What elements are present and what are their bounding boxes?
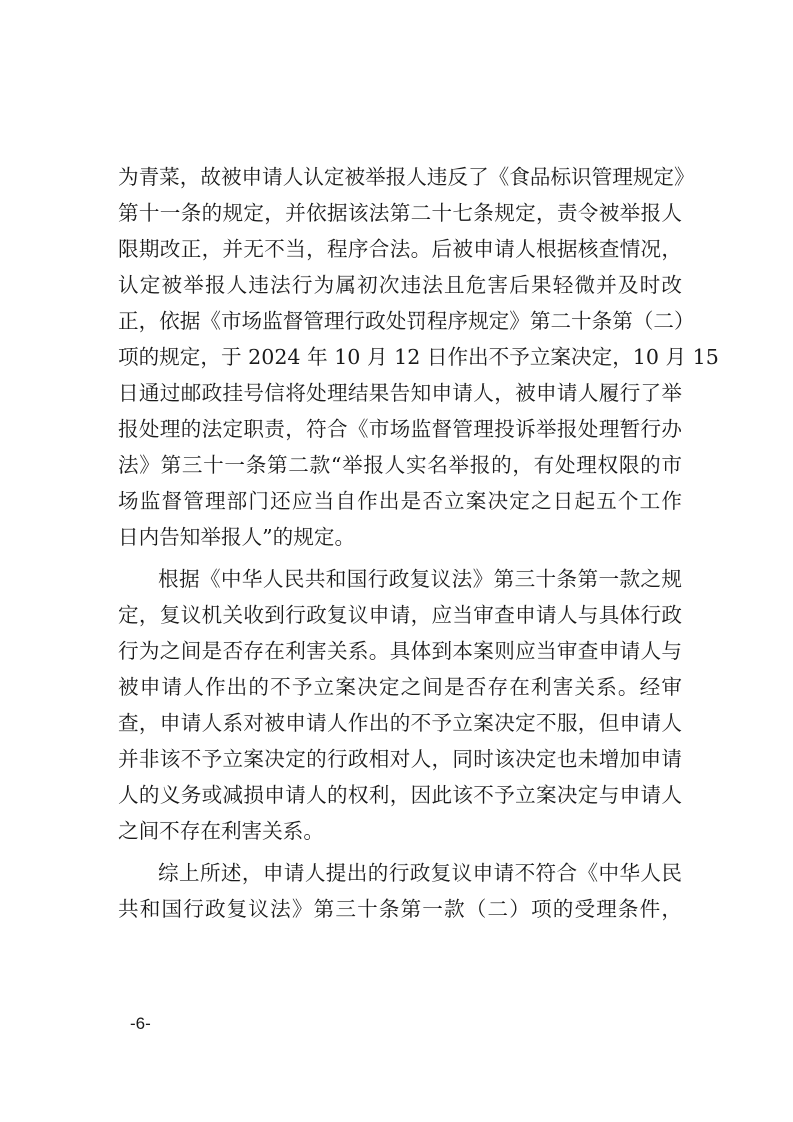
body-text-line: 定，复议机关收到行政复议申请，应当审查申请人与具体行政 (118, 603, 682, 627)
paragraph-first-line: 综上所述，申请人提出的行政复议申请不符合《中华人民 (158, 861, 682, 885)
body-text-line: 认定被举报人违法行为属初次违法且危害后果轻微并及时改 (118, 273, 682, 297)
page-number: -6- (130, 1014, 151, 1033)
body-text-line: 日通过邮政挂号信将处理结果告知申请人，被申请人履行了举 (118, 381, 682, 405)
body-text-line: 法》第三十一条第二款“举报人实名举报的，有处理权限的市 (118, 453, 682, 477)
body-text-line: 报处理的法定职责，符合《市场监督管理投诉举报处理暂行办 (118, 417, 682, 441)
body-text-line: 日内告知举报人”的规定。 (118, 525, 356, 549)
body-text-line: 行为之间是否存在利害关系。具体到本案则应当审查申请人与 (118, 639, 682, 663)
body-text-line: 查，申请人系对被申请人作出的不予立案决定不服，但申请人 (118, 711, 682, 735)
body-text-line: 限期改正，并无不当，程序合法。后被申请人根据核查情况， (118, 237, 682, 261)
body-text-line: 人的义务或减损申请人的权利，因此该不予立案决定与申请人 (118, 783, 682, 807)
body-text-line: 并非该不予立案决定的行政相对人，同时该决定也未增加申请 (118, 747, 682, 771)
body-text-line: 项的规定，于 2024 年 10 月 12 日作出不予立案决定，10 月 15 (118, 345, 719, 369)
body-text-line: 场监督管理部门还应当自作出是否立案决定之日起五个工作 (118, 489, 682, 513)
body-text-line: 之间不存在利害关系。 (118, 819, 324, 843)
body-text-line: 第十一条的规定，并依据该法第二十七条规定，责令被举报人 (118, 201, 682, 225)
body-text-line: 正，依据《市场监督管理行政处罚程序规定》第二十条第（二） (118, 309, 695, 333)
paragraph-first-line: 根据《中华人民共和国行政复议法》第三十条第一款之规 (158, 567, 682, 591)
body-text-line: 被申请人作出的不予立案决定之间是否存在利害关系。经审 (118, 675, 682, 699)
body-text-line: 为青菜，故被申请人认定被举报人违反了《食品标识管理规定》 (118, 165, 695, 189)
body-text-line: 共和国行政复议法》第三十条第一款（二）项的受理条件， (118, 897, 682, 921)
